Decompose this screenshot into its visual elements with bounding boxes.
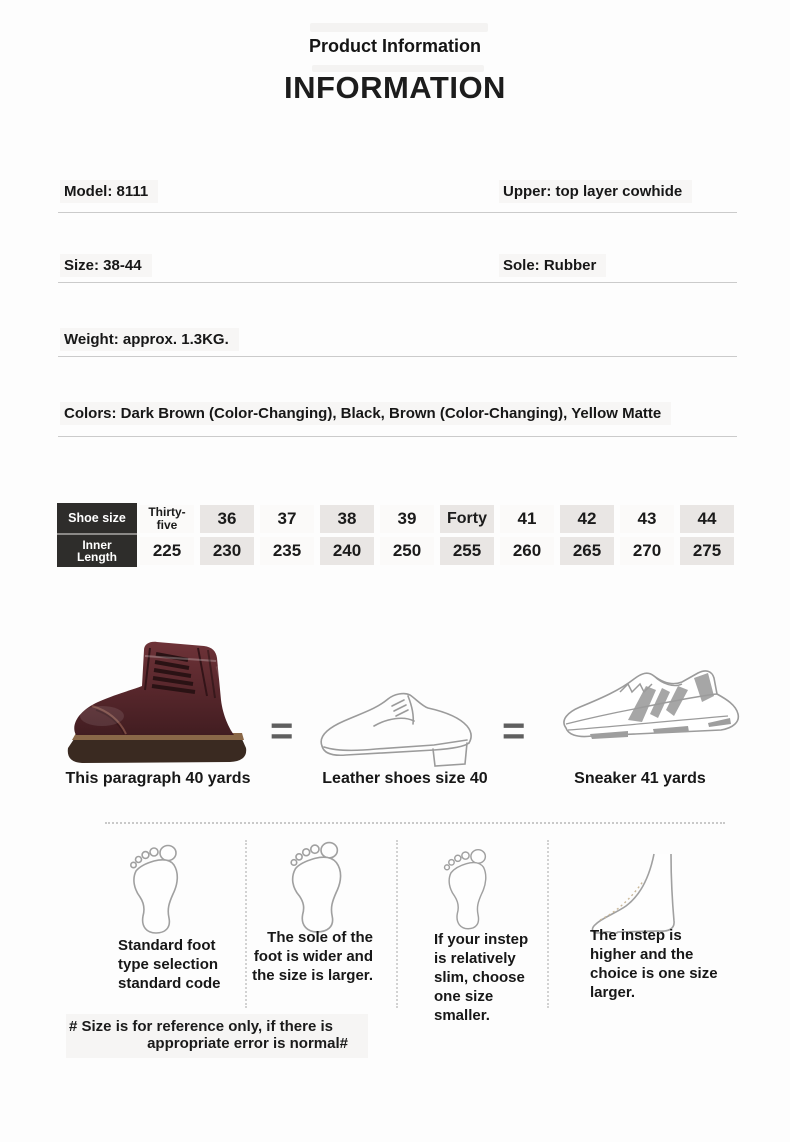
boot-label: This paragraph 40 yards xyxy=(65,770,251,787)
side-foot-icon xyxy=(588,852,703,937)
size-cell: 36 xyxy=(197,503,257,535)
size-table-row-lengths xyxy=(57,535,737,567)
size-cell: 38 xyxy=(317,503,377,535)
footprint-standard-icon xyxy=(128,843,190,935)
size-cell: 44 xyxy=(677,503,737,535)
size-cell: 42 xyxy=(557,503,617,535)
equals-sign: = xyxy=(502,709,526,753)
boot-photo xyxy=(58,636,258,768)
spec-model: Model: 8111 xyxy=(60,180,158,203)
foot-caption-slim: If your instep is relatively slim, choose one size smaller. xyxy=(434,931,529,1024)
length-cell: 250 xyxy=(377,535,437,567)
length-cell: 260 xyxy=(497,535,557,567)
ghost-text-remnant xyxy=(310,23,488,32)
sneaker-icon xyxy=(558,662,748,762)
foot-caption-wide: The sole of the foot is wider and the size is larger. xyxy=(252,929,373,984)
spec-weight: Weight: approx. 1.3KG. xyxy=(60,328,239,351)
spec-upper: Upper: top layer cowhide xyxy=(499,180,692,203)
divider-line xyxy=(58,282,737,283)
size-cell: 39 xyxy=(377,503,437,535)
footprint-wide-icon xyxy=(286,840,354,934)
length-cell: 270 xyxy=(617,535,677,567)
length-cell: 255 xyxy=(437,535,497,567)
sneaker-label: Sneaker 41 yards xyxy=(574,770,706,787)
dotted-separator xyxy=(245,840,247,1008)
footnote-line1: # Size is for reference only, if there is xyxy=(69,1018,333,1035)
divider-line xyxy=(58,212,737,213)
spec-size: Size: 38-44 xyxy=(60,254,152,277)
leather-shoe-icon xyxy=(316,686,486,770)
length-cell: 265 xyxy=(557,535,617,567)
spec-sole: Sole: Rubber xyxy=(499,254,606,277)
equals-sign: = xyxy=(270,709,294,753)
size-cell: 43 xyxy=(617,503,677,535)
size-footnote xyxy=(66,1014,368,1058)
divider-line xyxy=(58,356,737,357)
page-subtitle: Product Information xyxy=(309,36,481,56)
size-cell: 41 xyxy=(497,503,557,535)
spec-colors: Colors: Dark Brown (Color-Changing), Black, Brown (Color-Changing), Yellow Matte xyxy=(60,402,671,425)
length-cell: 240 xyxy=(317,535,377,567)
foot-caption-instep: The instep is higher and the choice is one size larger. xyxy=(590,927,718,1001)
length-cell: 275 xyxy=(677,535,737,567)
size-table xyxy=(57,503,737,567)
length-cell: 225 xyxy=(137,535,197,567)
size-table-row-sizes xyxy=(57,503,737,535)
divider-line xyxy=(58,436,737,437)
leather-shoe-label: Leather shoes size 40 xyxy=(322,770,488,787)
foot-caption-standard: Standard foot type selection standard code xyxy=(118,937,221,992)
length-cell: 235 xyxy=(257,535,317,567)
page-title: INFORMATION xyxy=(284,70,506,105)
dotted-divider xyxy=(105,822,725,824)
size-table-header-inner-length: Inner Length xyxy=(57,535,137,567)
size-cell: Forty xyxy=(437,503,497,535)
length-cell: 230 xyxy=(197,535,257,567)
footnote-line2: appropriate error is normal# xyxy=(147,1035,348,1052)
size-cell: 37 xyxy=(257,503,317,535)
size-cell: Thirty-five xyxy=(137,503,197,535)
dotted-separator xyxy=(396,840,398,1008)
dotted-separator xyxy=(547,840,549,1008)
size-table-header-shoe-size: Shoe size xyxy=(57,503,137,535)
footprint-slim-icon xyxy=(442,843,498,935)
